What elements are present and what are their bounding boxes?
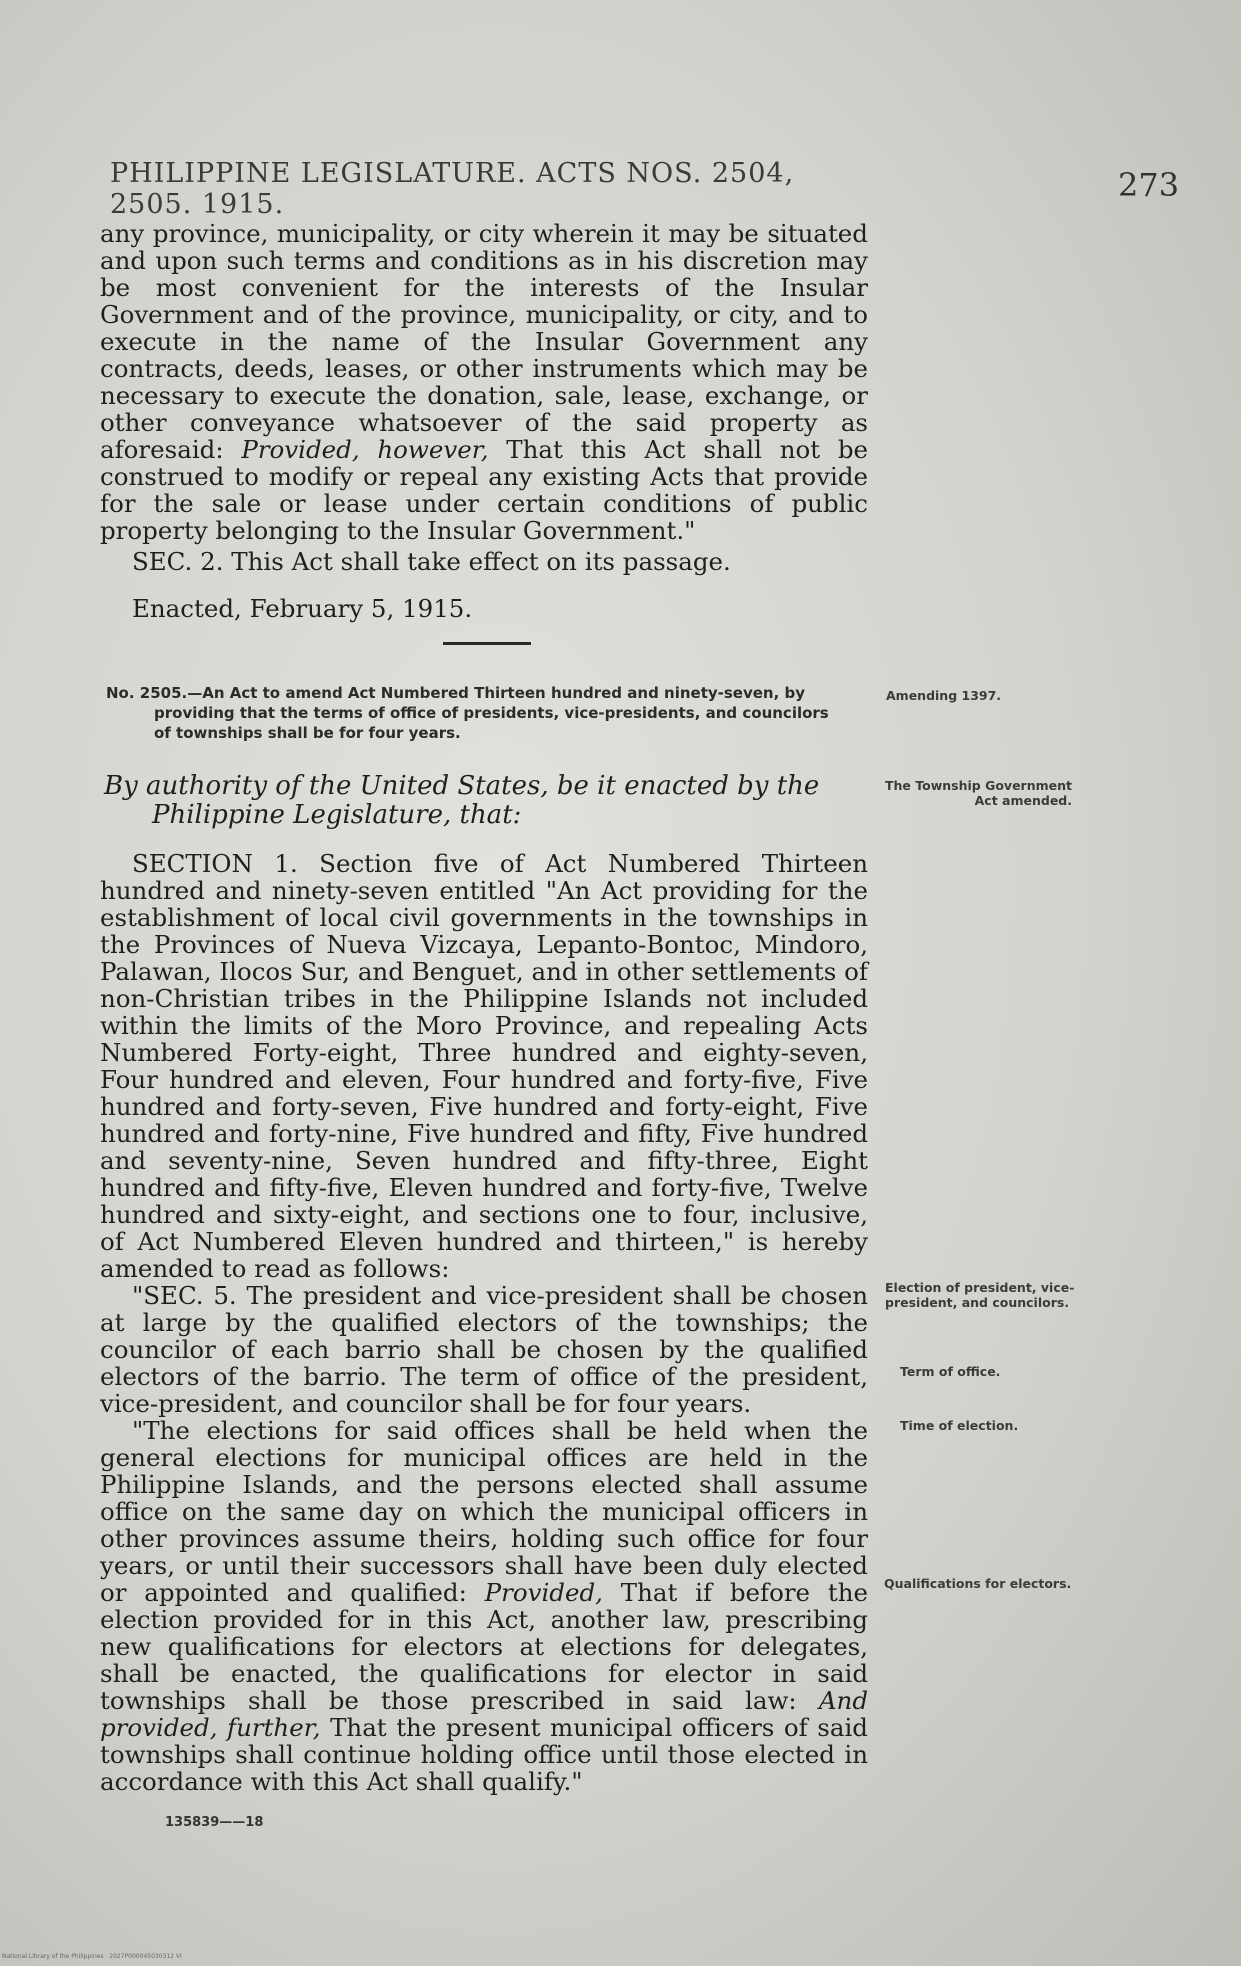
section-1-text: Section five of Act Numbered Thirteen hundred and ninety-seven entitled "An Act providing for the establishment of local civil governments in the townships in the Provinces of Nueva Vizcaya, Lepanto-Bontoc, Mindoro, Palawan, Ilocos Sur, and Benguet, and in other settlements of non-Christian tribes in the Philippine Islands not included within the limits of the Moro Province, and repealing Acts Numbered Forty-eight, Three hundred and eighty-seven, Four hundred and eleven, Four hundred and forty-five, Five hundred and forty-seven, Five hundred and forty-eight, Five hundred and forty-nine, Five hundred and fifty, Five hundred and seventy-nine, Seven hundred and fifty-three, Eight hundred and fifty-five, Eleven hundred and forty-five, Twelve hundred and sixty-eight, and sections one to four, inclusive, of Act Numbered Eleven hundred and thirteen," is hereby amended to read as follows: bbox=[100, 849, 869, 1283]
scan-credit: National Library of the Philippines · 2027P000045030312 VI bbox=[2, 1953, 182, 1960]
elections-paragraph bbox=[100, 1417, 868, 1795]
elections-italic-1: Provided, bbox=[484, 1578, 603, 1607]
page-number: 273 bbox=[1118, 166, 1180, 204]
proviso-italic: Provided, however, bbox=[241, 435, 489, 464]
elections-text-c: That the present municipal officers of said townships shall continue holding office until those elected in accordance with this Act shall qualify." bbox=[100, 1713, 868, 1796]
act-number: No. 2505. bbox=[106, 684, 188, 702]
act-2505-title bbox=[106, 683, 846, 743]
proviso-text: That this Act shall not be construed to modify or repeal any existing Acts that provide for the sale or lease under certain conditions of public property belonging to the Insular Government." bbox=[100, 435, 869, 545]
elections-text-a: "The elections for said offices shall be held when the general elections for municipal offices are held in the Philippine Islands, and the persons elected shall assume office on the same day on which the municipal officers in other provinces assume theirs, holding such office for four years, or until their successors shall have been duly elected or appointed and qualified: bbox=[100, 1416, 868, 1607]
act-title-text: —An Act to amend Act Numbered Thirteen hundred and ninety-seven, by providing that the terms of office of presidents, vice-presidents, and councilors of townships shall be for four years. bbox=[154, 684, 829, 742]
print-code: 135839——18 bbox=[165, 1815, 264, 1830]
act-2504-continuation bbox=[100, 220, 868, 622]
margin-note-township: The Township Government Act amended. bbox=[885, 778, 1072, 808]
elections-text-b: That if before the election provided for in this Act, another law, prescribing new qualifications for electors at elections for delegates, shall be enacted, the qualifications for elector in said townships shall be those prescribed in said law: bbox=[100, 1578, 868, 1715]
separator-rule bbox=[443, 642, 531, 645]
section-2-text: This Act shall take effect on its passage. bbox=[231, 547, 731, 576]
section-1-label: SECTION 1. bbox=[132, 849, 298, 878]
section-2-label: SEC. 2. bbox=[132, 547, 224, 576]
section-5 bbox=[100, 1282, 868, 1417]
section-2 bbox=[100, 548, 868, 575]
margin-note-amending: Amending 1397. bbox=[886, 688, 1002, 703]
enacting-line-2: Philippine Legislature, that: bbox=[152, 800, 522, 830]
margin-note-term: Term of office. bbox=[900, 1364, 1001, 1379]
enacting-clause bbox=[104, 772, 872, 830]
running-head: PHILIPPINE LEGISLATURE. ACTS NOS. 2504, 2505. 1915. bbox=[110, 158, 795, 220]
enacted-date: Enacted, February 5, 1915. bbox=[132, 594, 473, 623]
margin-note-election: Election of president, vice-president, and councilors. bbox=[885, 1280, 1075, 1310]
section-5-text: The president and vice-president shall be chosen at large by the qualified electors of the townships; the councilor of each barrio shall be chosen by the qualified electors of the barrio. The term of office of the president, vice-president, and councilor shall be for four years. bbox=[100, 1281, 869, 1418]
continuation-paragraph bbox=[100, 220, 868, 544]
act-2505-body bbox=[100, 850, 868, 1795]
continuation-text: any province, municipality, or city wherein it may be situated and upon such terms and conditions as in his discretion may be most convenient for the interests of the Insular Government and of the province, municipality, or city, and to execute in the name of the Insular Government any contracts, deeds, leases, or other instruments which may be necessary to execute the donation, sale, lease, exchange, or other conveyance whatsoever of the said property as aforesaid: bbox=[100, 219, 868, 464]
margin-note-time: Time of election. bbox=[900, 1418, 1019, 1433]
elections-italic-2: And provided, further, bbox=[100, 1686, 868, 1742]
section-1 bbox=[100, 850, 868, 1282]
enacting-line-1: By authority of the United States, be it enacted by the bbox=[104, 771, 820, 801]
margin-note-qualifications: Qualifications for electors. bbox=[884, 1576, 1072, 1591]
section-5-label: "SEC. 5. bbox=[132, 1281, 237, 1310]
